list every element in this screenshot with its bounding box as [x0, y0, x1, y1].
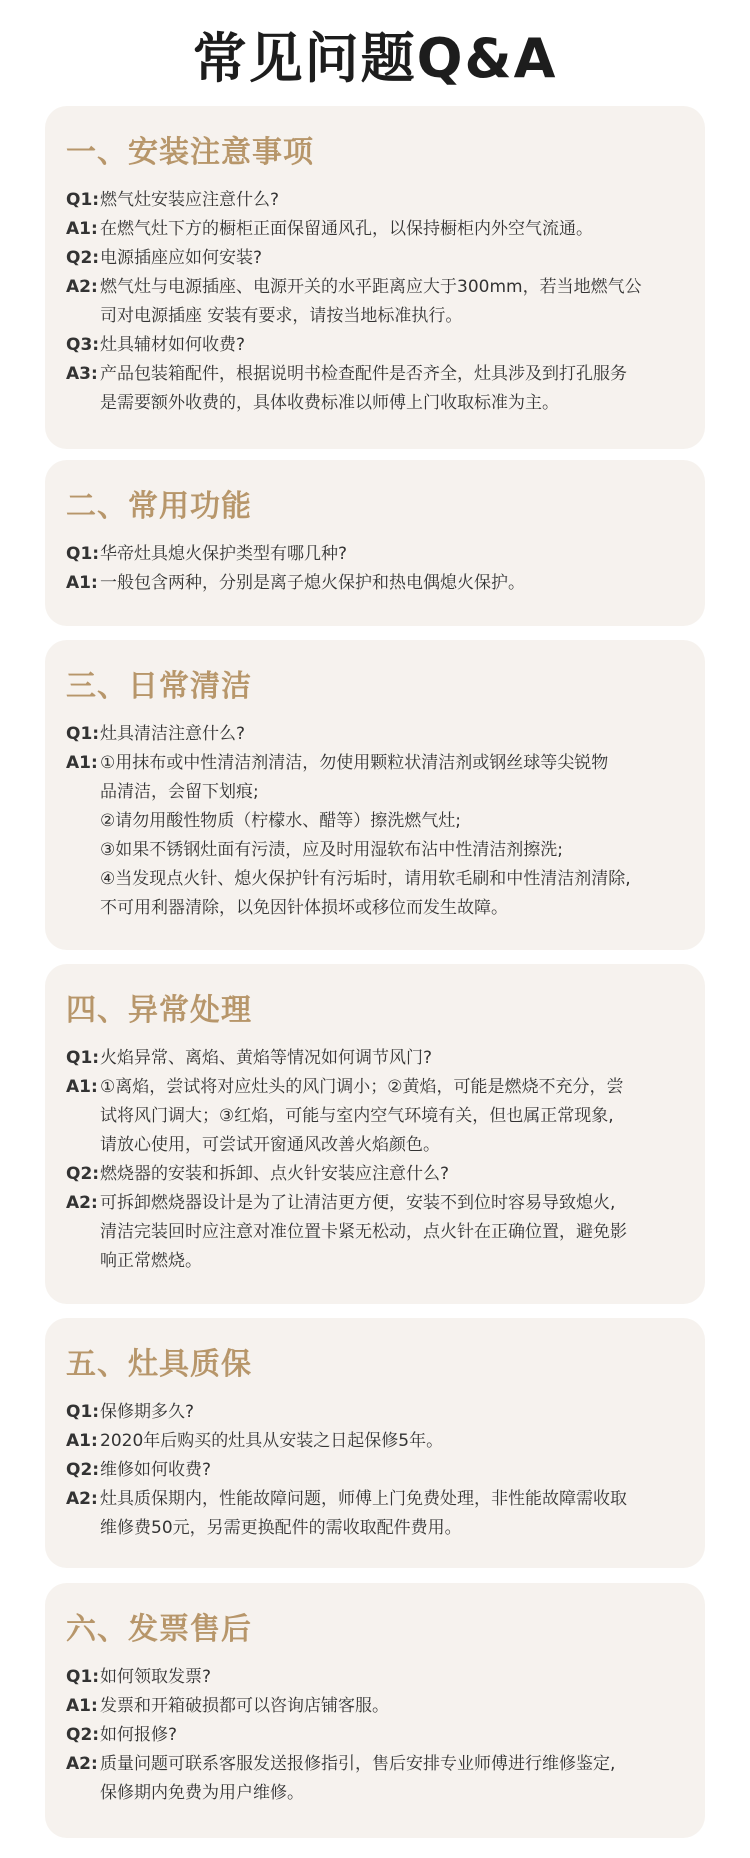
qa-item [66, 360, 683, 418]
answer-label: A1: [66, 1077, 98, 1097]
section-card-troubleshooting [45, 964, 705, 1304]
question-label: Q2: [66, 1460, 100, 1480]
answer-text [100, 1692, 683, 1721]
answer-text [100, 1073, 683, 1160]
question-text [100, 244, 683, 273]
text-line: 如何报修? [100, 1725, 178, 1745]
section-title: 一、安装注意事项 [66, 135, 314, 170]
text-line: 清洁完装回时应注意对准位置卡紧无松动，点火针在正确位置，避免影 [100, 1222, 627, 1242]
qa-item [66, 1427, 683, 1456]
answer-text [100, 1189, 683, 1276]
answer-text [100, 749, 683, 923]
text-line: 如何领取发票? [100, 1667, 212, 1687]
answer-text [100, 215, 683, 244]
text-line: 维修费50元，另需更换配件的需收取配件费用。 [100, 1518, 462, 1538]
text-line: 一般包含两种，分别是离子熄火保护和热电偶熄火保护。 [100, 573, 525, 593]
qa-item [66, 331, 683, 360]
answer-label: A2: [66, 1754, 98, 1774]
answer-text [100, 1485, 683, 1543]
section-card-installation [45, 106, 705, 449]
text-line: 电源插座应如何安装? [100, 248, 263, 268]
answer-label: A1: [66, 219, 98, 239]
qa-item [66, 244, 683, 273]
text-line: ④当发现点火针、熄火保护针有污垢时，请用软毛刷和中性清洁剂清除, [100, 869, 631, 889]
qa-item [66, 720, 683, 749]
section-card-functions [45, 460, 705, 626]
qa-item [66, 273, 683, 331]
answer-text [100, 1750, 683, 1808]
qa-item [66, 215, 683, 244]
answer-text [100, 569, 683, 598]
qa-item [66, 569, 683, 598]
question-label: Q1: [66, 1048, 100, 1068]
text-line: 品清洁，会留下划痕; [100, 782, 259, 802]
qa-item [66, 1456, 683, 1485]
text-line: 试将风门调大；③红焰，可能与室内空气环境有关，但也属正常现象, [100, 1106, 614, 1126]
text-line: 产品包装箱配件，根据说明书检查配件是否齐全，灶具涉及到打孔服务 [100, 364, 627, 384]
text-line: 司对电源插座 安装有要求，请按当地标准执行。 [100, 306, 463, 326]
text-line: ①离焰，尝试将对应灶头的风门调小；②黄焰，可能是燃烧不充分，尝 [100, 1077, 624, 1097]
text-line: 在燃气灶下方的橱柜正面保留通风孔，以保持橱柜内外空气流通。 [100, 219, 593, 239]
answer-label: A1: [66, 1696, 98, 1716]
text-line: 保修期内免费为用户维修。 [100, 1783, 304, 1803]
text-line: 质量问题可联系客服发送报修指引，售后安排专业师傅进行维修鉴定, [100, 1754, 616, 1774]
qa-item [66, 1692, 683, 1721]
qa-item [66, 1663, 683, 1692]
answer-text [100, 1427, 683, 1456]
question-text [100, 331, 683, 360]
question-text [100, 186, 683, 215]
text-line: 可拆卸燃烧器设计是为了让清洁更方便，安装不到位时容易导致熄火, [100, 1193, 616, 1213]
answer-label: A2: [66, 277, 98, 297]
question-label: Q1: [66, 724, 100, 744]
question-text [100, 1160, 683, 1189]
question-text [100, 720, 683, 749]
text-line: 火焰异常、离焰、黄焰等情况如何调节风门? [100, 1048, 433, 1068]
question-text [100, 1721, 683, 1750]
text-line: 燃烧器的安装和拆卸、点火针安装应注意什么? [100, 1164, 450, 1184]
question-text [100, 1663, 683, 1692]
qa-item [66, 1485, 683, 1543]
answer-label: A1: [66, 573, 98, 593]
text-line: 灶具质保期内，性能故障问题，师傅上门免费处理，非性能故障需收取 [100, 1489, 627, 1509]
section-title: 二、常用功能 [66, 489, 252, 524]
text-line: 燃气灶与电源插座、电源开关的水平距离应大于300mm，若当地燃气公 [100, 277, 642, 297]
qa-item [66, 1044, 683, 1073]
section-card-cleaning [45, 640, 705, 950]
answer-text [100, 360, 683, 418]
question-label: Q2: [66, 1164, 100, 1184]
text-line: 保修期多久? [100, 1402, 195, 1422]
text-line: 不可用利器清除，以免因针体损坏或移位而发生故障。 [100, 898, 508, 918]
question-label: Q3: [66, 335, 100, 355]
question-label: Q1: [66, 1402, 100, 1422]
qa-item [66, 1160, 683, 1189]
answer-label: A3: [66, 364, 98, 384]
section-title: 三、日常清洁 [66, 669, 252, 704]
qa-item [66, 1073, 683, 1160]
text-line: 燃气灶安装应注意什么? [100, 190, 280, 210]
question-text [100, 1044, 683, 1073]
section-title: 五、灶具质保 [66, 1347, 252, 1382]
qa-item [66, 1398, 683, 1427]
question-text [100, 540, 683, 569]
page-title: 常见问题Q&A [192, 26, 558, 90]
qa-item [66, 540, 683, 569]
text-line: 灶具辅材如何收费? [100, 335, 246, 355]
answer-label: A2: [66, 1193, 98, 1213]
question-label: Q1: [66, 544, 100, 564]
question-label: Q2: [66, 1725, 100, 1745]
text-line: ②请勿用酸性物质（柠檬水、醋等）擦洗燃气灶; [100, 811, 461, 831]
text-line: 华帝灶具熄火保护类型有哪几种? [100, 544, 348, 564]
section-card-invoice-service [45, 1583, 705, 1838]
text-line: 2020年后购买的灶具从安装之日起保修5年。 [100, 1431, 444, 1451]
text-line: ③如果不锈钢灶面有污渍，应及时用湿软布沾中性清洁剂擦洗; [100, 840, 563, 860]
answer-label: A1: [66, 753, 98, 773]
text-line: 发票和开箱破损都可以咨询店铺客服。 [100, 1696, 389, 1716]
text-line: ①用抹布或中性清洁剂清洁，勿使用颗粒状清洁剂或钢丝球等尖锐物 [100, 753, 609, 773]
question-text [100, 1456, 683, 1485]
section-title: 六、发票售后 [66, 1612, 252, 1647]
qa-item [66, 1750, 683, 1808]
qa-item [66, 749, 683, 923]
answer-label: A2: [66, 1489, 98, 1509]
text-line: 请放心使用，可尝试开窗通风改善火焰颜色。 [100, 1135, 440, 1155]
section-card-warranty [45, 1318, 705, 1568]
answer-label: A1: [66, 1431, 98, 1451]
text-line: 是需要额外收费的，具体收费标准以师傅上门收取标准为主。 [100, 393, 559, 413]
answer-text [100, 273, 683, 331]
question-label: Q1: [66, 190, 100, 210]
question-label: Q2: [66, 248, 100, 268]
section-title: 四、异常处理 [66, 993, 252, 1028]
text-line: 响正常燃烧。 [100, 1251, 202, 1271]
question-text [100, 1398, 683, 1427]
text-line: 维修如何收费? [100, 1460, 212, 1480]
qa-item [66, 1189, 683, 1276]
qa-item [66, 186, 683, 215]
question-label: Q1: [66, 1667, 100, 1687]
text-line: 灶具清洁注意什么? [100, 724, 246, 744]
qa-item [66, 1721, 683, 1750]
